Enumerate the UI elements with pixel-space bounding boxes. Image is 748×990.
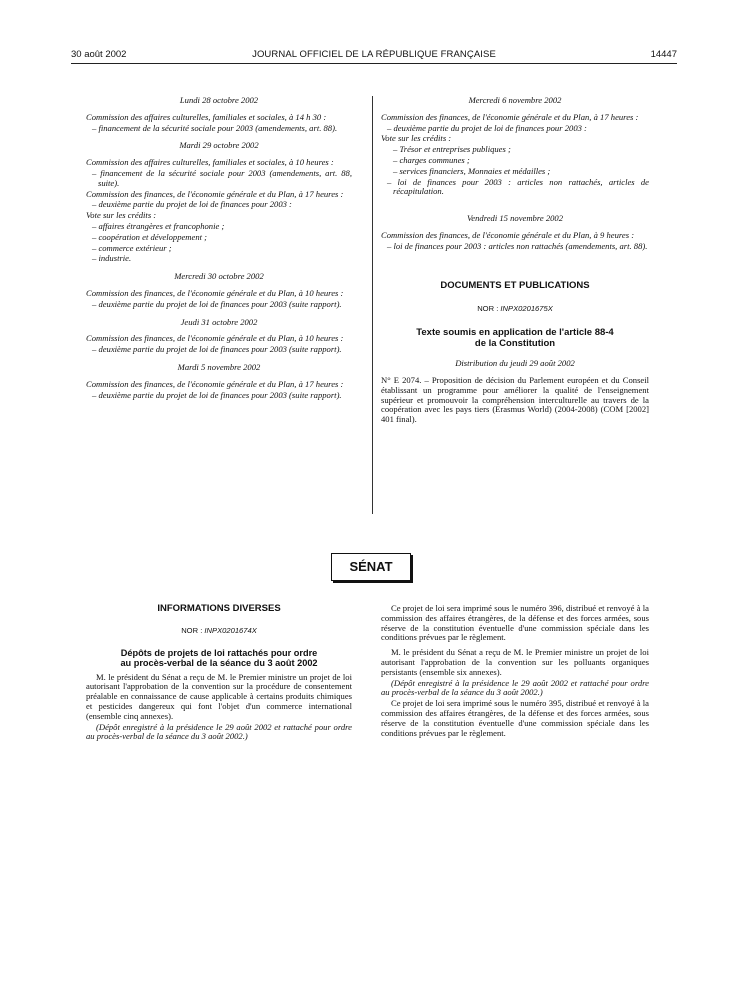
informations-heading: INFORMATIONS DIVERSES — [157, 603, 281, 614]
schedule-block — [86, 363, 352, 400]
commission-line: Commission des finances, de l'économie générale et du Plan, à 10 heures : — [86, 287, 344, 298]
texte-heading-line-1: Texte soumis en application de l'article 88-4 — [416, 327, 614, 339]
agenda-item: – loi de finances pour 2003 : articles non rattachés, articles de récapitulation. — [387, 176, 649, 197]
depots-heading — [86, 648, 352, 669]
block-date: Mardi 5 novembre 2002 — [177, 361, 261, 372]
agenda-item: – deuxième partie du projet de loi de finances pour 2003 (suite rapport). — [92, 298, 342, 309]
header-date: 30 août 2002 — [71, 49, 127, 60]
agenda-item: – deuxième partie du projet de loi de finances pour 2003 (suite rapport). — [92, 389, 342, 400]
commission-line: Commission des affaires culturelles, familiales et sociales, à 10 heures : — [86, 157, 334, 168]
depots-heading-line-1: Dépôts de projets de loi rattachés pour ordre — [120, 647, 318, 658]
nor-reference — [381, 304, 649, 314]
commission-line: Commission des finances, de l'économie générale et du Plan, à 9 heures : — [381, 229, 635, 240]
vote-item: – affaires étrangères et francophonie ; — [92, 220, 225, 231]
block-date: Mardi 29 octobre 2002 — [179, 140, 259, 151]
column-divider — [372, 96, 373, 514]
nor-label: NOR : — [181, 625, 205, 635]
schedule-block — [381, 214, 649, 251]
schedule-block — [86, 141, 352, 264]
block-date: Mercredi 6 novembre 2002 — [468, 95, 562, 105]
document-entry: N° E 2074. – Proposition de décision du Parlement européen et du Conseil établissant un programme pour améliorer la qualité de l'enseignement supérieur et promouvoir la compréhension interculturelle au travers de la coopération avec les pays tiers (Erasmus World) (2004-2008) (COM [2002] 401 final). — [381, 374, 649, 425]
body-paragraph: M. le président du Sénat a reçu de M. le Premier ministre un projet de loi autorisant l'approbation de la convention sur les polluants organiques persistants (ensemble six annexes). — [381, 647, 649, 677]
informations-right-column — [381, 604, 649, 739]
vote-item: – coopération et développement ; — [92, 231, 208, 242]
agenda-item: – deuxième partie du projet de loi de finances pour 2003 (suite rapport). — [92, 344, 342, 355]
nor-code: INPX0201674X — [204, 625, 257, 635]
vote-item: – commerce extérieur ; — [92, 242, 172, 253]
commission-line: Commission des affaires culturelles, familiales et sociales, à 14 h 30 : — [86, 111, 327, 122]
schedule-right-column — [381, 96, 649, 426]
informations-left-column — [86, 604, 352, 743]
nor-label: NOR : — [477, 304, 501, 314]
journal-title: JOURNAL OFFICIEL DE LA RÉPUBLIQUE FRANÇAISE — [252, 49, 496, 60]
block-date: Jeudi 31 octobre 2002 — [180, 316, 258, 327]
body-paragraph: Ce projet de loi sera imprimé sous le numéro 395, distribué et renvoyé à la commission des affaires étrangères, de la défense et des forces armées, sous réserve de la constitution éventuelle d'une commission spéciale dans les conditions prévues par le règlement. — [381, 698, 649, 738]
distribution-date: Distribution du jeudi 29 août 2002 — [455, 358, 575, 369]
agenda-item: – deuxième partie du projet de loi de finances pour 2003 : — [92, 199, 292, 210]
depot-note: (Dépôt enregistré à la présidence le 29 août 2002 et rattaché pour ordre au procès-verbal de la séance du 3 août 2002.) — [381, 677, 649, 698]
schedule-block — [381, 96, 649, 197]
block-date: Vendredi 15 novembre 2002 — [466, 213, 564, 224]
agenda-item: – loi de finances pour 2003 : articles non rattachés (amendements, art. 88). — [387, 240, 648, 251]
senat-heading: SÉNAT — [331, 553, 411, 581]
schedule-block — [86, 318, 352, 355]
schedule-block — [86, 272, 352, 309]
body-paragraph: M. le président du Sénat a reçu de M. le Premier ministre un projet de loi autorisant l'approbation de la convention sur la procédure de consentement préalable en connaissance de cause applicable à certains produits chimiques et pesticides dangereux qui font l'objet d'un commerce international (ensemble cinq annexes). — [86, 671, 352, 721]
nor-code: INPX0201675X — [500, 304, 553, 314]
vote-item: – Trésor et entreprises publiques ; — [393, 144, 511, 155]
vote-label: Vote sur les crédits : — [86, 210, 157, 221]
agenda-item: – deuxième partie du projet de loi de finances pour 2003 : — [387, 122, 587, 133]
depot-note: (Dépôt enregistré à la présidence le 29 août 2002 et rattaché pour ordre au procès-verbal de la séance du 3 août 2002.) — [86, 721, 352, 742]
commission-line: Commission des finances, de l'économie générale et du Plan, à 10 heures : — [86, 333, 344, 344]
documents-heading: DOCUMENTS ET PUBLICATIONS — [440, 279, 590, 291]
commission-line: Commission des finances, de l'économie générale et du Plan, à 17 heures : — [86, 378, 344, 389]
header-rule — [71, 63, 677, 64]
block-date: Mercredi 30 octobre 2002 — [174, 271, 264, 282]
schedule-left-column — [86, 96, 352, 401]
texte-heading-line-2: de la Constitution — [474, 337, 556, 349]
agenda-item: – financement de la sécurité sociale pour 2003 (amendements, art. 88). — [92, 122, 338, 133]
vote-label: Vote sur les crédits : — [381, 133, 452, 144]
commission-line: Commission des finances, de l'économie générale et du Plan, à 17 heures : — [381, 111, 639, 122]
agenda-item: – financement de la sécurité sociale pour 2003 (amendements, art. 88, suite). — [92, 167, 352, 188]
texte-heading — [381, 328, 649, 349]
nor-reference — [86, 626, 352, 636]
vote-item: – industrie. — [92, 253, 132, 264]
vote-item: – services financiers, Monnaies et médailles ; — [393, 165, 551, 176]
commission-line: Commission des finances, de l'économie générale et du Plan, à 17 heures : — [86, 188, 344, 199]
body-paragraph: Ce projet de loi sera imprimé sous le numéro 396, distribué et renvoyé à la commission des affaires étrangères, de la défense et des forces armées, sous réserve de la constitution éventuelle d'une commission spéciale dans les conditions prévues par le règlement. — [381, 603, 649, 643]
page-number: 14447 — [650, 49, 677, 60]
depots-heading-line-2: au procès-verbal de la séance du 3 août 2002 — [120, 658, 318, 669]
schedule-block — [86, 96, 352, 133]
block-date: Lundi 28 octobre 2002 — [179, 95, 259, 105]
vote-item: – charges communes ; — [393, 154, 470, 165]
